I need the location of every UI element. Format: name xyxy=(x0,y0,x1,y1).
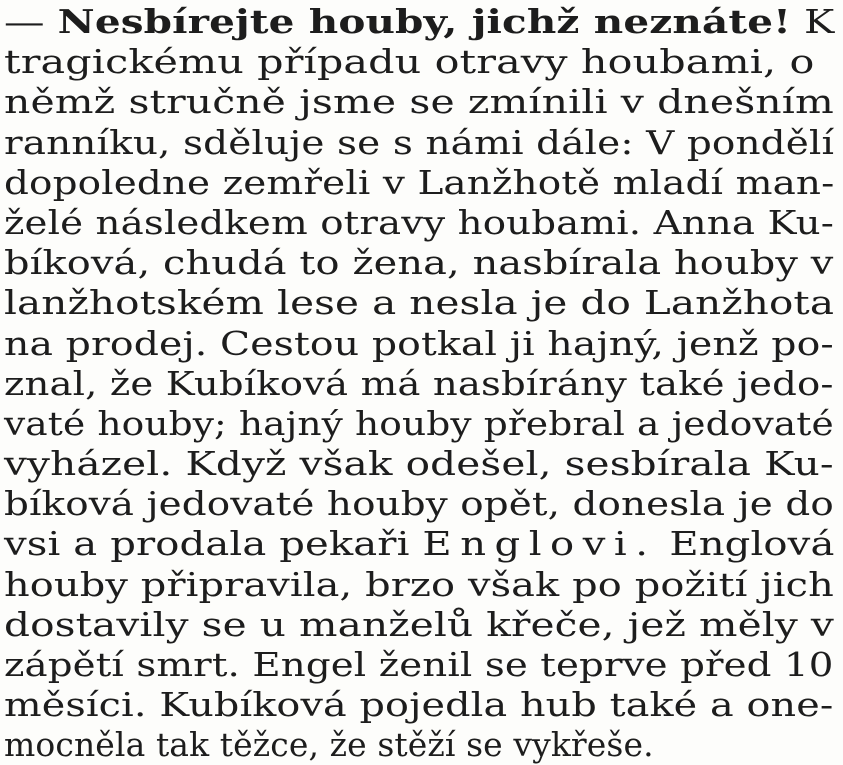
article-line-3: němž stručně jsme se zmínili v dnešním xyxy=(4,82,834,122)
article-line-9: na prodej. Cestou potkal ji hajný, jenž po- xyxy=(4,323,834,363)
article-text xyxy=(4,2,834,765)
article-line-18: měsíci. Kubíková pojedla hub také a one- xyxy=(4,685,834,725)
article-line-11: vaté houby; hajný houby přebral a jedovaté xyxy=(4,403,834,443)
article-line-4: ranníku, sděluje se s námi dále: V pondělí xyxy=(4,122,835,162)
article-line-1 xyxy=(4,2,834,42)
article-line-12: vyházel. Když však odešel, sesbírala Ku- xyxy=(4,444,834,484)
article-line-17: zápětí smrt. Engel ženil se teprve před 10 xyxy=(4,645,834,684)
article-line-2: tragickému případu otravy houbami, o xyxy=(4,42,815,82)
article-line-7: bíková, chudá to žena, nasbírala houby v xyxy=(4,243,834,283)
article-line-10: znal, že Kubíková má nasbírány také jedo- xyxy=(4,363,834,403)
spaced-name-englovi: Englovi. xyxy=(422,524,657,564)
article-line-8: lanžhotském lese a nesla je do Lanžhota xyxy=(4,283,835,323)
line-1-tail: K xyxy=(804,2,835,41)
em-dash: — xyxy=(4,2,45,41)
article-line-6: želé následkem otravy houbami. Anna Ku- xyxy=(4,202,834,242)
article-line-5: dopoledne zemřeli v Lanžhotě mladí man- xyxy=(4,162,835,202)
article-line-16: dostavily se u manželů křeče, jež měly v xyxy=(4,604,834,644)
article-line-13: bíková jedovaté houby opět, donesla je do xyxy=(4,484,834,524)
article-line-19: mocněla tak těžce, že stěží se vykřeše. xyxy=(4,725,654,765)
line-14-head: vsi a prodala pekaři xyxy=(4,524,410,564)
article-line-14 xyxy=(4,524,834,564)
article-headline: Nesbírejte houby, jichž neznáte! xyxy=(57,2,792,41)
line-14-tail: Englová xyxy=(669,524,835,564)
article-line-15: houby připravila, brzo však po požití jich xyxy=(4,564,834,604)
